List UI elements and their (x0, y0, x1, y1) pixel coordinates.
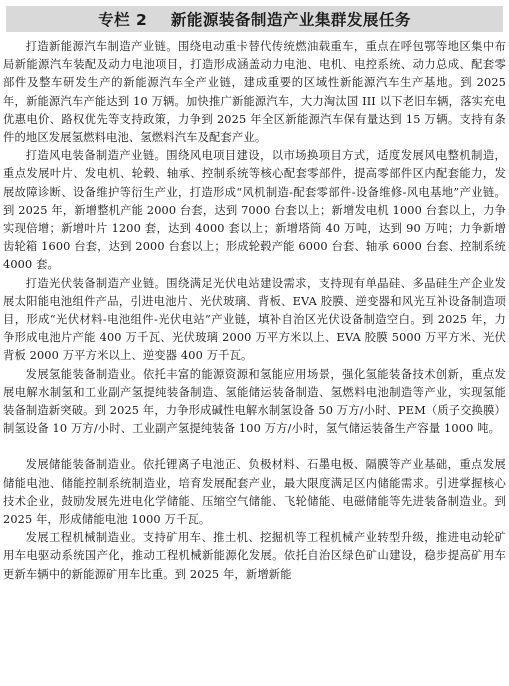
paragraph-hydrogen: 发展氢能装备制造业。依托丰富的能源资源和氢能应用场景，强化氢能装备技术创新，重点发展电解水制氢和工业副产氢提纯装备制造、氢能储运装备制造、氢燃料电池制造等产业，实现氢能装备制造新突破。到 2025 年，力争形成碱性电解水制氢设备 50 万方/小时、PEM（质子交换膜）制氢设备 10 万方/小时、工业副产氢提纯装备 100 万方/小时，氢气储运装备生产容量 1000 吨。 (3, 367, 506, 436)
paragraph-ev-chain: 打造新能源汽车制造产业链。围绕电动重卡替代传统燃油载重车，重点在呼包鄂等地区集中布局新能源汽车装配及动力电池项目，打造形成涵盖动力电池、电机、电控系统、动力总成、配套零部件及整车研发生产的新能源汽车全产业链，建成重要的区域性新能源汽车生产基地。到 2025 年，新能源汽车产能达到 10 万辆。加快推广新能源汽车，大力淘汰国 III 以下老旧车辆，落实充电优惠电价、路权优先等支持政策，力争到 2025 年全区新能源汽车保有量达到 15 万辆。支持有条件的地区发展氢燃料电池、氢燃料汽车及配套产业。 (3, 40, 506, 145)
column-title-bar (6, 6, 503, 32)
column-body (3, 38, 506, 584)
paragraph-wind-chain: 打造风电装备制造产业链。围绕风电项目建设，以市场换项目方式，适度发展风电整机制造，重点发展叶片、发电机、轮毂、轴承、控制系统等核心配套零部件，提高零部件区内配套能力，发展故障诊断、设备维护等衍生产业，打造形成“风机制造-配套零部件-设备维修-风电基地”产业链。到 2025 年，新增整机产能 2000 台套，达到 7000 台套以上；新增发电机 1000 台套以上，力争实现倍增；新增叶片 1200 套，达到 4000 套以上；新增塔筒 40 万吨，达到 90 万吨；力争新增齿轮箱 1600 台套，达到 2000 台套以上；形成轮毂产能 6000 台套、轴承 6000 台套、控制系统 4000 套。 (3, 149, 506, 272)
paragraph-engineering-machinery: 发展工程机械制造业。支持矿用车、推土机、挖掘机等工程机械产业转型升级，推进电动轮矿用车电驱动系统国产化，推动工程机械新能源化发展。依托自治区绿色矿山建设，稳步提高矿用车更新车辆中的新能源矿用车比重。到 2025 年，新增新能 (3, 531, 506, 581)
paragraph-storage: 发展储能装备制造业。依托锂离子电池正、负极材料、石墨电极、隔膜等产业基础，重点发展储能电池、储能控制系统制造业，培育发展配套产业，最大限度满足区内储能需求。引进掌握核心技术企业，鼓励发展先进电化学储能、压缩空气储能、飞轮储能、电磁储能等先进装备制造业。到 2025 年，形成储能电池 1000 万千瓦。 (3, 458, 506, 527)
paragraph-pv-chain: 打造光伏装备制造产业链。围绕满足光伏电站建设需求，支持现有单晶硅、多晶硅生产企业发展太阳能电池组件产品，引进电池片、光伏玻璃、背板、EVA 胶膜、逆变器和风光互补设备制造项目，形成“光伏材料-电池组件-光伏电站”产业链，填补自治区光伏设备制造空白。到 2025 年，力争形成电池片产能 400 万千瓦、光伏玻璃 2000 万平方米以上、EVA 胶膜 5000 万平方米、光伏背板 2000 万平方米以上、逆变器 400 万千瓦。 (3, 276, 506, 363)
column-title: 专栏 2 新能源装备制造产业集群发展任务 (98, 11, 411, 29)
